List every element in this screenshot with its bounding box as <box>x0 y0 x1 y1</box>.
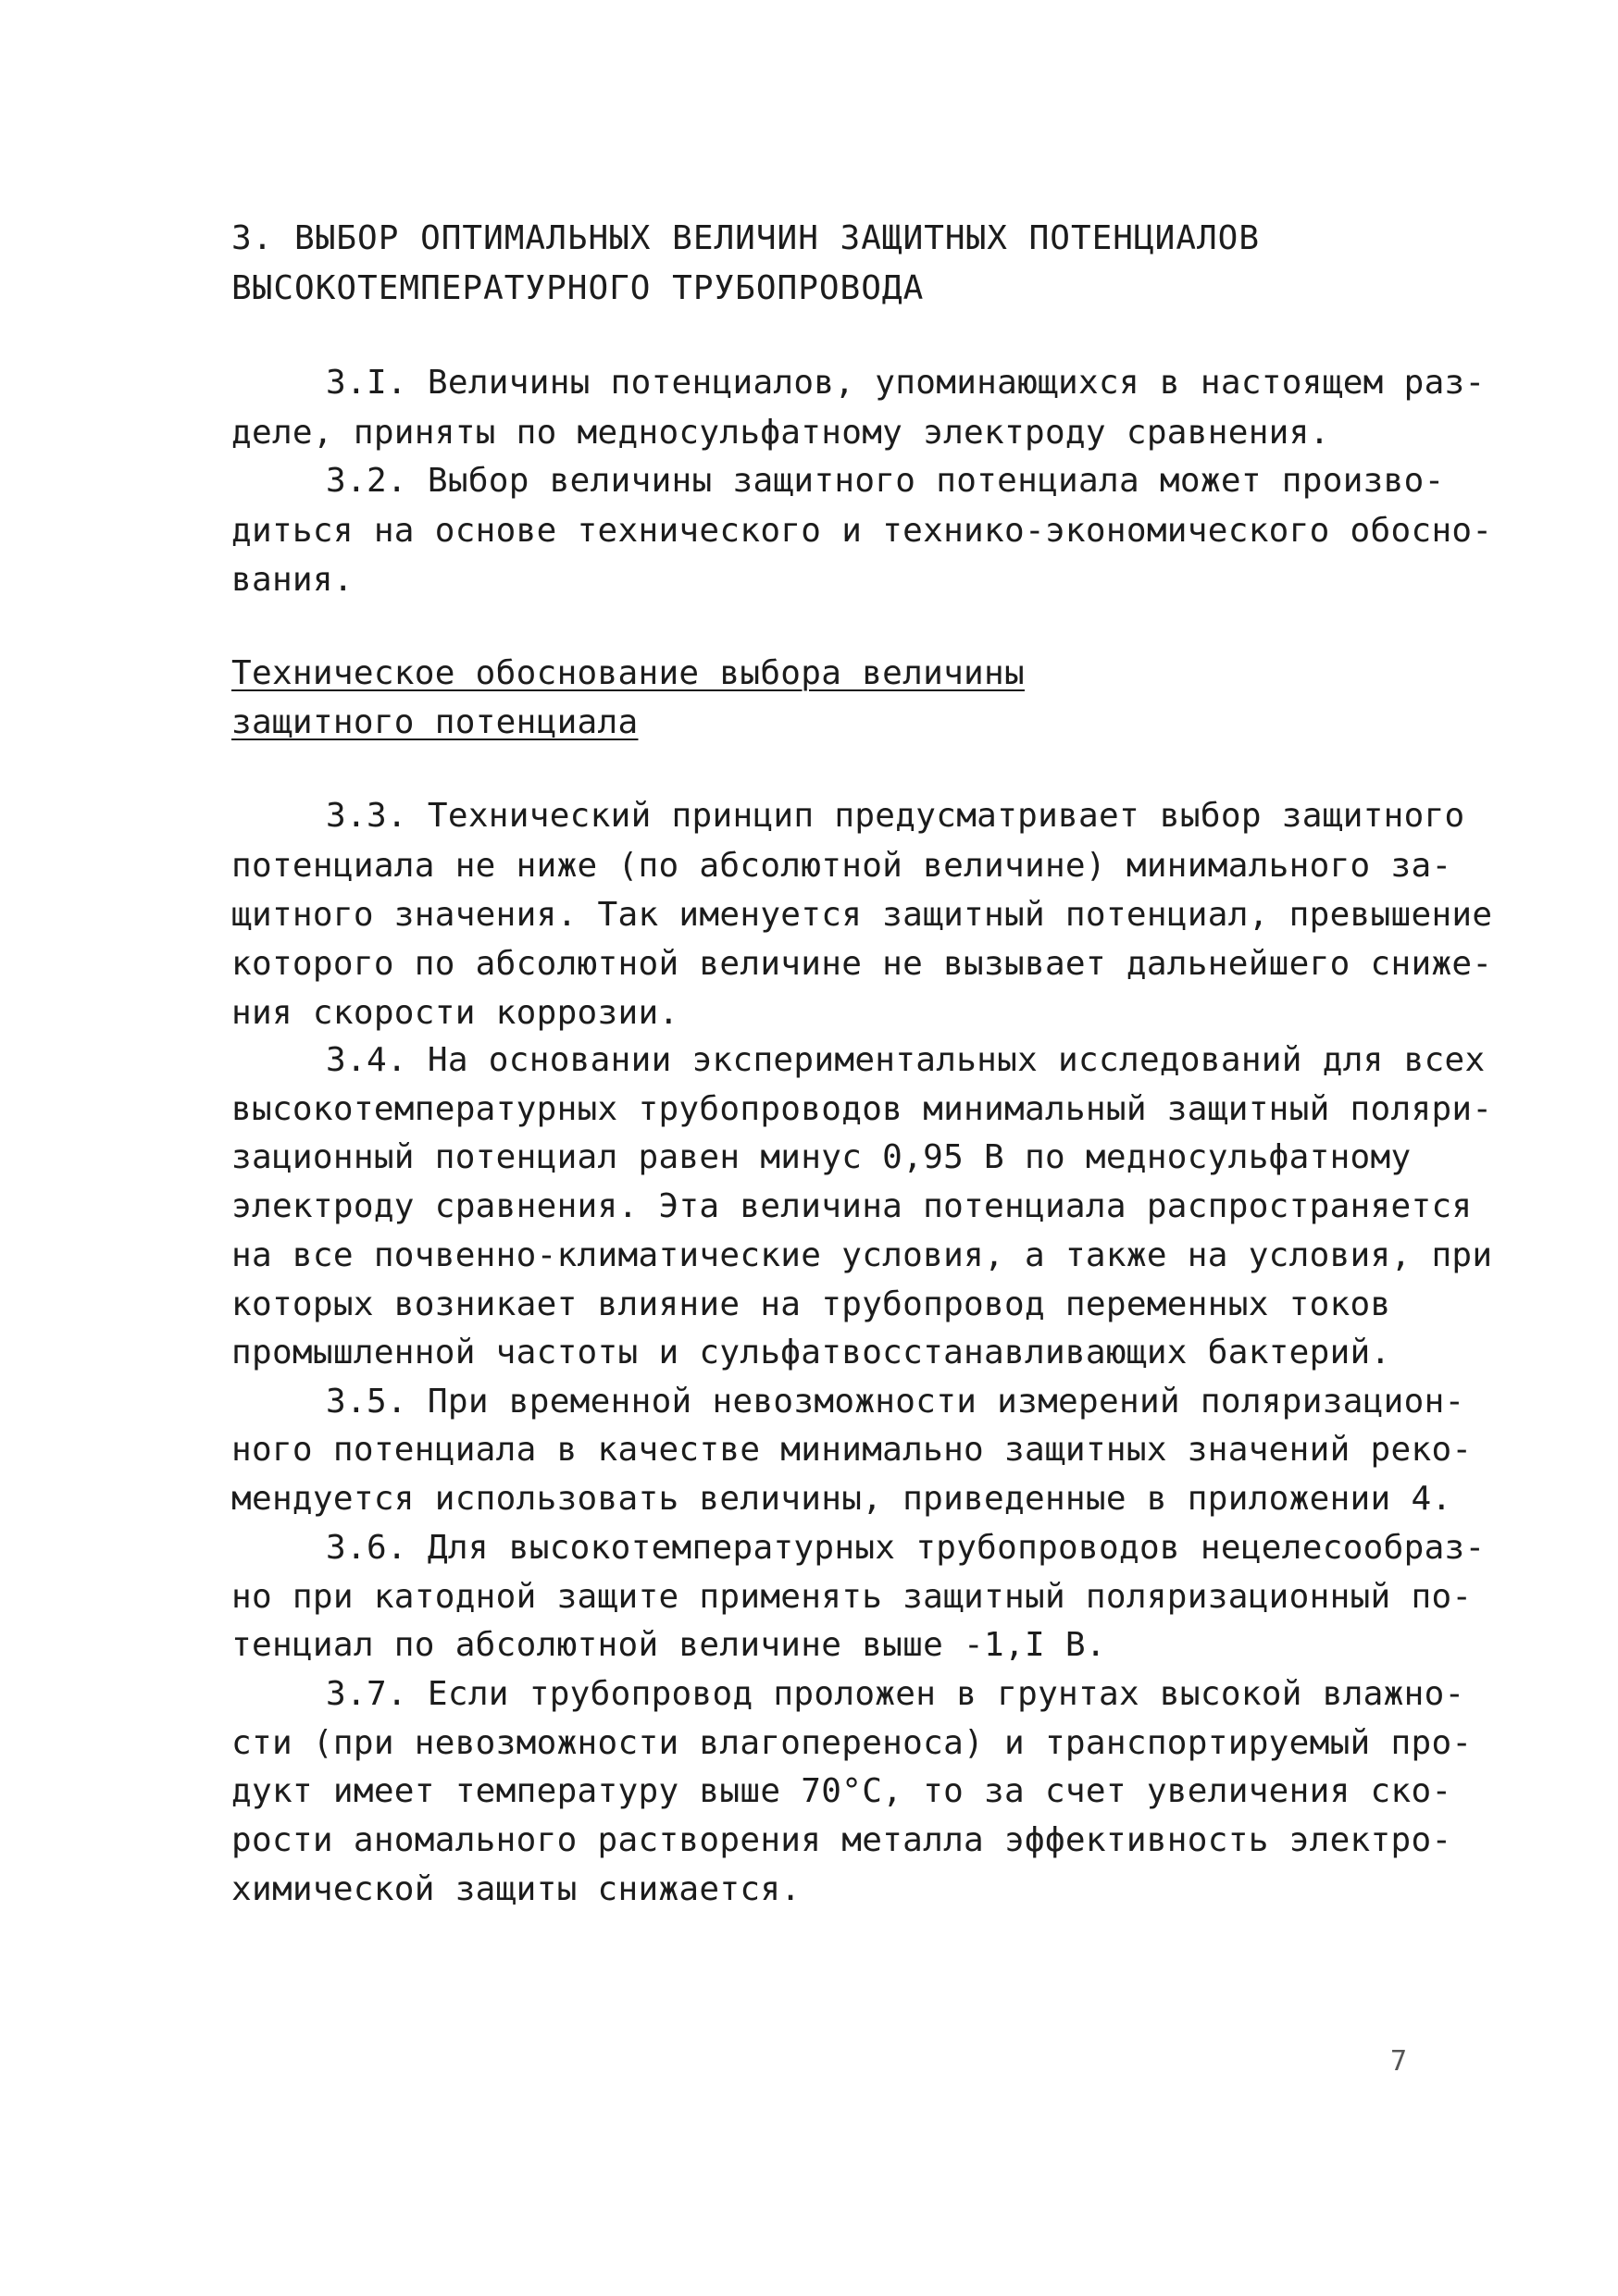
paragraph-3-4-line-2: высокотемпературных трубопроводов минимальный защитный поляри- <box>231 1090 1493 1128</box>
section-title-line-2: ВЫСОКОТЕМПЕРАТУРНОГО ТРУБОПРОВОДА <box>231 269 925 307</box>
paragraph-3-5-line-2: ного потенциала в качестве минимально защитных значений реко- <box>231 1431 1473 1469</box>
paragraph-3-2-line-3: вания. <box>231 561 354 599</box>
paragraph-3-3-line-5: ния скорости коррозии. <box>231 994 679 1032</box>
paragraph-3-7-line-3: дукт имеет температуру выше 70°С, то за счет увеличения ско- <box>231 1772 1452 1810</box>
subheading-line-2: защитного потенциала <box>231 703 639 741</box>
subheading-line-1: Техническое обоснование выбора величины <box>231 654 1025 692</box>
paragraph-3-5-line-3: мендуется использовать величины, приведенные в приложении 4. <box>231 1480 1452 1518</box>
paragraph-3-6-line-2: но при катодной защите применять защитный поляризационный по- <box>231 1578 1473 1616</box>
paragraph-3-1-line-1: 3.I. Величины потенциалов, упоминающихся в настоящем раз- <box>326 364 1486 402</box>
paragraph-3-4-line-3: зационный потенциал равен минус 0,95 В по медносульфатному <box>231 1138 1412 1176</box>
section-title-line-1: 3. ВЫБОР ОПТИМАЛЬНЫХ ВЕЛИЧИН ЗАЩИТНЫХ ПОТЕНЦИАЛОВ <box>231 219 1261 257</box>
paragraph-3-7-line-1: 3.7. Если трубопровод проложен в грунтах высокой влажно- <box>326 1675 1465 1713</box>
paragraph-3-7-line-2: сти (при невозможности влагопереноса) и транспортируемый про- <box>231 1724 1473 1762</box>
paragraph-3-7-line-5: химической защиты снижается. <box>231 1870 802 1908</box>
paragraph-3-6-line-1: 3.6. Для высокотемпературных трубопроводов нецелесообраз- <box>326 1529 1486 1567</box>
paragraph-3-4-line-5: на все почвенно-климатические условия, а также на условия, при <box>231 1236 1493 1274</box>
paragraph-3-3-line-3: щитного значения. Так именуется защитный потенциал, превышение <box>231 896 1493 934</box>
paragraph-3-4-line-4: электроду сравнения. Эта величина потенциала распространяется <box>231 1187 1473 1225</box>
paragraph-3-7-line-4: рости аномального растворения металла эффективность электро- <box>231 1821 1452 1859</box>
paragraph-3-5-line-1: 3.5. При временной невозможности измерений поляризацион- <box>326 1383 1465 1421</box>
paragraph-3-1-line-2: деле, приняты по медносульфатному электроду сравнения. <box>231 414 1330 452</box>
paragraph-3-6-line-3: тенциал по абсолютной величине выше -1,I В. <box>231 1626 1106 1664</box>
paragraph-3-4-line-1: 3.4. На основании экспериментальных исследований для всех <box>326 1041 1486 1079</box>
paragraph-3-3-line-2: потенциала не ниже (по абсолютной величине) минимального за- <box>231 847 1452 885</box>
paragraph-3-2-line-2: диться на основе технического и технико-экономического обосно- <box>231 512 1493 550</box>
paragraph-3-4-line-7: промышленной частоты и сульфатвосстанавливающих бактерий. <box>231 1334 1391 1371</box>
paragraph-3-3-line-4: которого по абсолютной величине не вызывает дальнейшего сниже- <box>231 945 1493 983</box>
paragraph-3-3-line-1: 3.3. Технический принцип предусматривает выбор защитного <box>326 797 1465 835</box>
page-number: 7 <box>1390 2045 1408 2078</box>
paragraph-3-4-line-6: которых возникает влияние на трубопровод переменных токов <box>231 1285 1391 1323</box>
paragraph-3-2-line-1: 3.2. Выбор величины защитного потенциала может произво- <box>326 462 1445 500</box>
